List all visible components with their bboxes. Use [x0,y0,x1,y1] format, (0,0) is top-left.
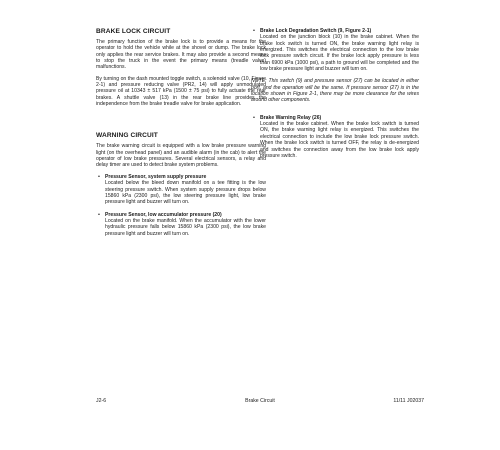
page-number: J2-6 [96,398,107,404]
bullet-title: Brake Lock Degradation Switch (9, Figure 2-1) [260,28,372,34]
paragraph: The brake warning circuit is equipped with a low brake pressure warning light (on the overhead panel) and an audible alarm (in the cab) to alert the operator of low brake pressures. Several electrical sensors, a relay and delay timer are used to detect brake system problems. [96,143,266,169]
right-column [251,28,419,165]
paragraph: By turning on the dash mounted toggle switch, a solenoid valve (10, Figure 2-1) and pressure reducing valve (PR2, 14) will apply unmodulated pressure oil at 10343 ± 517 kPa (1500 ± 75 psi) to fully actuate the rear brakes. A shuttle valve (13) in the rear brake line provides the independence from the brake treadle valve for brake application. [96,75,266,108]
document-code: 11/11 J02037 [393,398,424,404]
bullet-icon: • [98,173,100,180]
bullet-text: Located on the junction block (10) in the brake cabinet. When the brake lock switch is turned ON, the brake warning light relay is energized. This switches the electrical connection to the low brake lock pressure switch circuit. If the brake lock apply pressure is less than 6900 kPa (1000 psi), a path to ground will be completed and the low brake pressure light and buzzer will turn on. [260,34,419,73]
paragraph: The primary function of the brake lock is to provide a means for the operator to hold the vehicle while at the shovel or dump. The brake lock only applies the rear service brakes. It may also provide a second means to stop the truck in the event the primary means (treadle valve) malfunctions. [96,39,266,71]
left-column [96,28,266,243]
bullet-title: Pressure Sensor, low accumulator pressure (20) [105,211,222,218]
bullet-text: Located below the bleed down manifold on a tee fitting is the low steering pressure switch. When system supply pressure drops below 15860 kPa (2300 psi), the low steering pressure light, low brake pressure light and buzzer will turn on. [105,180,266,206]
bullet-item [96,212,266,237]
bullet-icon: • [253,114,255,121]
bullet-item [251,115,419,159]
section-title: Brake Circuit [245,398,275,404]
note-paragraph: NOTE: This switch (9) and pressure sensor (27) can be located in either port, and the operation will be the same. If pressure sensor (27) is in the location shown in Figure 2-1, there may be more clearance for the wires around other components. [251,78,419,104]
bullet-text: Located on the brake manifold. When the accumulator with the lower hydraulic pressure falls below 15860 kPa (2300 psi), the low brake pressure light and buzzer will turn on. [105,217,266,237]
bullet-item [96,174,266,206]
bullet-title: Brake Warning Relay (26) [260,114,322,121]
bullet-title: Pressure Sensor, system supply pressure [105,173,207,180]
bullet-item [251,28,419,72]
bullet-text: Located in the brake cabinet. When the brake lock switch is turned ON, the brake warning light relay is energized. This switches the electrical connection to include the low brake lock pressure switch. When the brake lock switch is turned OFF, the relay is de-energized and switches the connection away from the low brake lock apply pressure switch. [260,121,419,159]
heading-brake-lock-circuit: BRAKE LOCK CIRCUIT [96,28,171,35]
bullet-icon: • [98,211,100,218]
bullet-icon: • [253,28,255,34]
heading-warning-circuit: WARNING CIRCUIT [96,132,158,140]
page-footer [96,397,424,405]
